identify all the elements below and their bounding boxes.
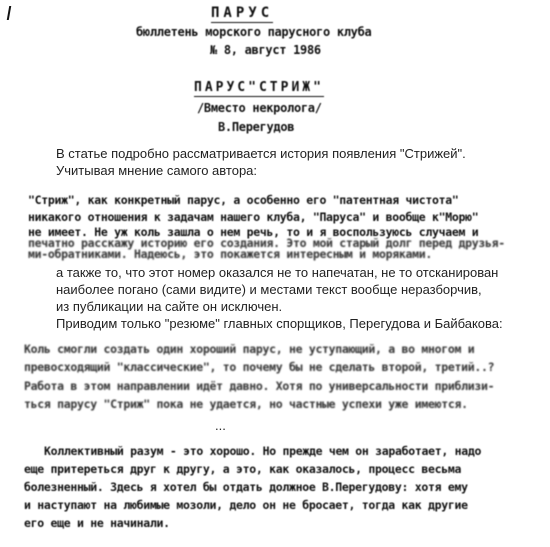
typed-quote-3-line-3: болезненный. Здесь я хотел бы отдать должное В.Перегудову: хотя ему xyxy=(24,480,468,494)
typed-quote-1-line-4: печатно расскажу историю его создания. Это мой старый долг перед друзья- xyxy=(28,236,505,250)
pen-mark xyxy=(7,6,11,20)
ellipsis: ... xyxy=(215,418,226,433)
intro-line-1: В статье подробно рассматривается история появления "Стрижей". xyxy=(56,146,466,161)
typed-quote-2-line-1: Коль смогли создать один хороший парус, не уступающий, а во многом и xyxy=(24,342,475,356)
typed-quote-1-line-3: не имеет. Не уж коль зашла о нем речь, то и я воспользуюсь случаем и xyxy=(28,225,479,239)
bulletin-title: ПАРУС xyxy=(211,5,274,21)
typed-quote-3-line-5: его еще и не начинали. xyxy=(24,516,170,530)
bulletin-subtitle: бюллетень морского парусного клуба xyxy=(136,25,372,39)
typed-quote-3-line-1: Коллективный разум - это хорошо. Но прежде чем он заработает, надо xyxy=(44,444,482,458)
typed-quote-3-line-2: еще притереться друг к другу, а это, как оказалось, процесс весьма xyxy=(24,462,462,476)
article-title: ПАРУС"СТРИЖ" xyxy=(194,80,324,95)
middle-line-2: наиболее погано (сами видите) и местами текст вообще неразборчив, xyxy=(56,282,482,297)
middle-line-3: из публикации на сайте он исключен. xyxy=(56,299,283,314)
article-subtitle: /Вместо некролога/ xyxy=(197,101,322,115)
middle-line-1: а также то, что этот номер оказался не то напечатан, не то отсканирован xyxy=(56,265,499,280)
typed-quote-2-line-4: ться парусу "Стриж" пока не удается, но частные успехи уже имеются. xyxy=(24,397,468,411)
middle-line-4: Приводим только "резюме" главных спорщиков, Перегудова и Байбакова: xyxy=(56,316,503,331)
typed-quote-2-line-3: Работа в этом направлении идёт давно. Хотя по универсальности приблизи- xyxy=(24,379,495,393)
typed-quote-3-line-4: и наступают на любимые мозоли, дело он не бросает, тогда как другие xyxy=(24,498,468,512)
article-author: В.Перегудов xyxy=(218,120,295,134)
typed-quote-1-line-2: никакого отношения к задачам нашего клуба, "Паруса" и вообще к"Морю" xyxy=(28,210,479,224)
typed-quote-2-line-2: превосходящий "классические", то почему бы не сделать второй, третий..? xyxy=(24,360,495,374)
typed-quote-1-line-1: "Стриж", как конкретный парус, а особенно его "патентная чистота" xyxy=(28,193,459,207)
issue-line: № 8, август 1986 xyxy=(210,43,321,57)
typed-quote-1-line-5: ми-обратниками. Надеюсь, это покажется интересным и моряками. xyxy=(28,247,433,261)
intro-line-2: Учитывая мнение самого автора: xyxy=(56,163,258,178)
